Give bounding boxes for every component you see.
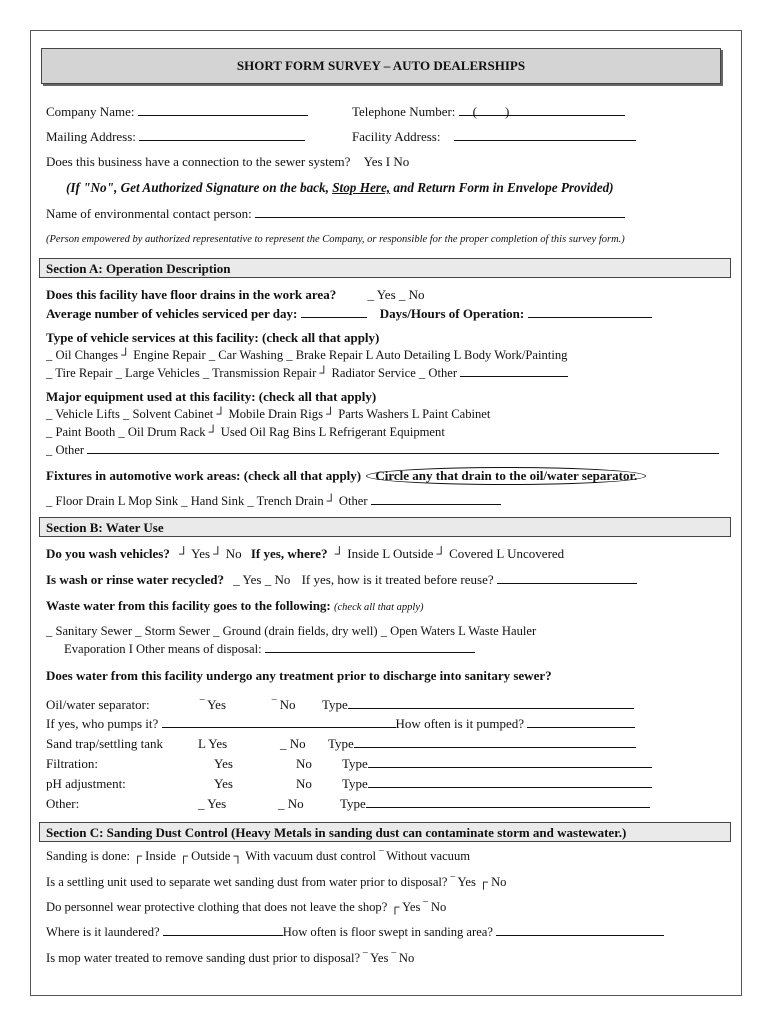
section-c-header: Section C: Sanding Dust Control (Heavy Metals in sanding dust can contaminate storm and wastewater.) (39, 822, 731, 842)
waste-note: (check all that apply) (334, 602, 424, 613)
treatment-yes[interactable]: Yes (214, 756, 233, 771)
vehicles-row (46, 306, 652, 322)
days-hours-field[interactable] (528, 306, 652, 318)
sewer-question: Does this business have a connection to the sewer system? (46, 154, 351, 169)
recycled-how-label: If yes, how is it treated before reuse? (301, 572, 494, 587)
phone-paren-open: ( (472, 104, 478, 119)
wash-row (46, 546, 564, 562)
fixtures-other-field[interactable] (371, 493, 501, 505)
floor-drains-row (46, 287, 425, 303)
phone-paren-close: ) (505, 104, 510, 119)
treatment-label: Other: (46, 796, 80, 811)
settling-unit-row[interactable]: Is a settling unit used to separate wet sanding dust from water prior to disposal? ‾ Yes ┌ No (46, 875, 507, 889)
equipment-options-3 (46, 442, 719, 458)
fixtures-options-text[interactable]: _ Floor Drain L Mop Sink _ Hand Sink _ Trench Drain ┘ Other (46, 494, 368, 508)
recycled-options[interactable]: _ Yes _ No (233, 572, 291, 587)
treatment-type-label: Type (342, 776, 368, 791)
laundered-label: Where is it laundered? (46, 925, 160, 939)
contact-field[interactable] (255, 206, 625, 218)
floor-drains-options[interactable]: _ Yes _ No (367, 287, 425, 302)
fixtures-circle-note: Circle any that drain to the oil/water separator. (366, 467, 646, 485)
if-no-instruction (66, 180, 614, 196)
company-name-row (46, 104, 308, 120)
laundered-field[interactable] (163, 924, 283, 936)
if-no-text-1: (If "No", Get Authorized Signature on the back, (66, 180, 333, 195)
stop-here-text: Stop Here, (332, 180, 391, 195)
treatment-row-other (46, 796, 650, 812)
waste-other-field[interactable] (265, 641, 475, 653)
treatment-row-ph (46, 776, 652, 792)
treatment-label: pH adjustment: (46, 776, 126, 791)
treatment-type-field[interactable] (366, 796, 650, 808)
treatment-no[interactable]: _ No (280, 736, 306, 751)
telephone-label: Telephone Number: (352, 104, 456, 119)
services-options-2-text[interactable]: _ Tire Repair _ Large Vehicles _ Transmission Repair ┘ Radiator Service _ Other (46, 366, 458, 380)
section-b-header: Section B: Water Use (39, 517, 731, 537)
treatment-type-field[interactable] (354, 736, 636, 748)
wash-options[interactable]: ┘ Yes ┘ No (179, 546, 242, 561)
who-pumps-field[interactable] (162, 716, 396, 728)
fixtures-row (46, 467, 646, 485)
days-hours-label: Days/Hours of Operation: (379, 306, 525, 321)
wash-question: Do you wash vehicles? (46, 546, 170, 561)
services-other-field[interactable] (460, 365, 568, 377)
treatment-type-label: Type (322, 697, 348, 712)
equipment-options-1[interactable]: _ Vehicle Lifts _ Solvent Cabinet ┘ Mobile Drain Rigs ┘ Parts Washers L Paint Cabinet (46, 407, 491, 421)
mop-water-row[interactable]: Is mop water treated to remove sanding dust prior to disposal? ‾ Yes ‾ No (46, 951, 415, 965)
swept-field[interactable] (496, 924, 664, 936)
who-pumps-row (46, 716, 635, 732)
facility-row (352, 129, 636, 145)
treatment-no[interactable]: _ No (278, 796, 304, 811)
facility-label: Facility Address: (352, 129, 441, 144)
waste-row (46, 598, 424, 616)
treatment-type-field[interactable] (348, 697, 634, 709)
services-options-1[interactable]: _ Oil Changes ┘ Engine Repair _ Car Washing _ Brake Repair L Auto Detailing L Body Work/Painting (46, 348, 568, 362)
wash-where-label: If yes, where? (250, 546, 328, 561)
how-often-pumped-field[interactable] (527, 716, 635, 728)
equipment-other-label[interactable]: _ Other (46, 443, 85, 457)
sewer-row (46, 154, 409, 170)
recycled-how-field[interactable] (497, 572, 637, 584)
treatment-no[interactable]: No (296, 776, 312, 791)
facility-field[interactable] (454, 129, 636, 141)
treatment-label: Sand trap/settling tank (46, 736, 163, 751)
contact-row (46, 206, 625, 222)
treatment-row-oil (46, 697, 634, 713)
how-often-pumped-label: How often is it pumped? (395, 716, 525, 731)
waste-options-1[interactable]: _ Sanitary Sewer _ Storm Sewer _ Ground (drain fields, dry well) _ Open Waters L Waste Hauler (46, 624, 537, 638)
services-options-2 (46, 365, 568, 381)
protective-clothing-row[interactable]: Do personnel wear protective clothing that does not leave the shop? ┌ Yes ‾ No (46, 900, 447, 914)
company-name-field[interactable] (138, 104, 308, 116)
waste-options-2-text[interactable]: Evaporation I Other means of disposal: (64, 642, 262, 656)
section-a-header: Section A: Operation Description (39, 258, 731, 278)
treatment-row-sand (46, 736, 636, 752)
treatment-yes[interactable]: L Yes (198, 736, 228, 751)
treatment-label: Filtration: (46, 756, 98, 771)
if-no-text-2: and Return Form in Envelope Provided) (390, 180, 614, 195)
sewer-options[interactable]: Yes I No (363, 154, 410, 169)
wash-where-options[interactable]: ┘ Inside L Outside ┘ Covered L Uncovered (334, 546, 565, 561)
fixtures-question: Fixtures in automotive work areas: (check all that apply) (46, 468, 362, 483)
laundered-row (46, 924, 664, 940)
mailing-label: Mailing Address: (46, 129, 136, 144)
avg-vehicles-label: Average number of vehicles serviced per day: (46, 306, 298, 321)
treatment-type-label: Type (340, 796, 366, 811)
treatment-yes[interactable]: Yes (214, 776, 233, 791)
equipment-question: Major equipment used at this facility: (check all that apply) (46, 389, 377, 404)
recycled-question: Is wash or rinse water recycled? (46, 572, 225, 587)
equipment-other-field[interactable] (87, 442, 719, 454)
avg-vehicles-field[interactable] (301, 306, 367, 318)
sanding-done-row[interactable]: Sanding is done: ┌ Inside ┌ Outside ┐ With vacuum dust control ‾ Without vacuum (46, 849, 471, 863)
contact-label: Name of environmental contact person: (46, 206, 252, 221)
telephone-row (352, 104, 625, 120)
floor-drains-question: Does this facility have floor drains in the work area? (46, 287, 337, 302)
treatment-label: Oil/water separator: (46, 697, 150, 712)
treatment-type-field[interactable] (368, 756, 652, 768)
telephone-field[interactable] (459, 104, 625, 119)
who-pumps-label: If yes, who pumps it? (46, 716, 159, 731)
treatment-yes[interactable]: _ Yes (198, 796, 227, 811)
treatment-type-label: Type (328, 736, 354, 751)
treatment-row-filtration (46, 756, 652, 772)
treatment-no[interactable]: No (296, 756, 312, 771)
swept-label: How often is floor swept in sanding area? (282, 925, 493, 939)
form-title: SHORT FORM SURVEY – AUTO DEALERSHIPS (41, 48, 721, 84)
treatment-yes[interactable]: ‾ Yes (200, 697, 227, 712)
treatment-type-label: Type (342, 756, 368, 771)
equipment-options-2[interactable]: _ Paint Booth _ Oil Drum Rack ┘ Used Oil Rag Bins L Refrigerant Equipment (46, 425, 445, 439)
mailing-row (46, 129, 305, 145)
person-note: (Person empowered by authorized representative to represent the Company, or responsible for the proper completion of this survey form.) (46, 234, 625, 245)
treatment-type-field[interactable] (368, 776, 652, 788)
mailing-field[interactable] (139, 129, 305, 141)
waste-options-2 (64, 641, 475, 657)
waste-question: Waste water from this facility goes to the following: (46, 598, 331, 613)
company-name-label: Company Name: (46, 104, 135, 119)
treatment-no[interactable]: ‾ No (272, 697, 296, 712)
fixtures-options (46, 493, 501, 509)
treatment-question: Does water from this facility undergo any treatment prior to discharge into sanitary sewer? (46, 668, 552, 683)
services-question: Type of vehicle services at this facility: (check all that apply) (46, 330, 380, 345)
recycled-row (46, 572, 637, 588)
